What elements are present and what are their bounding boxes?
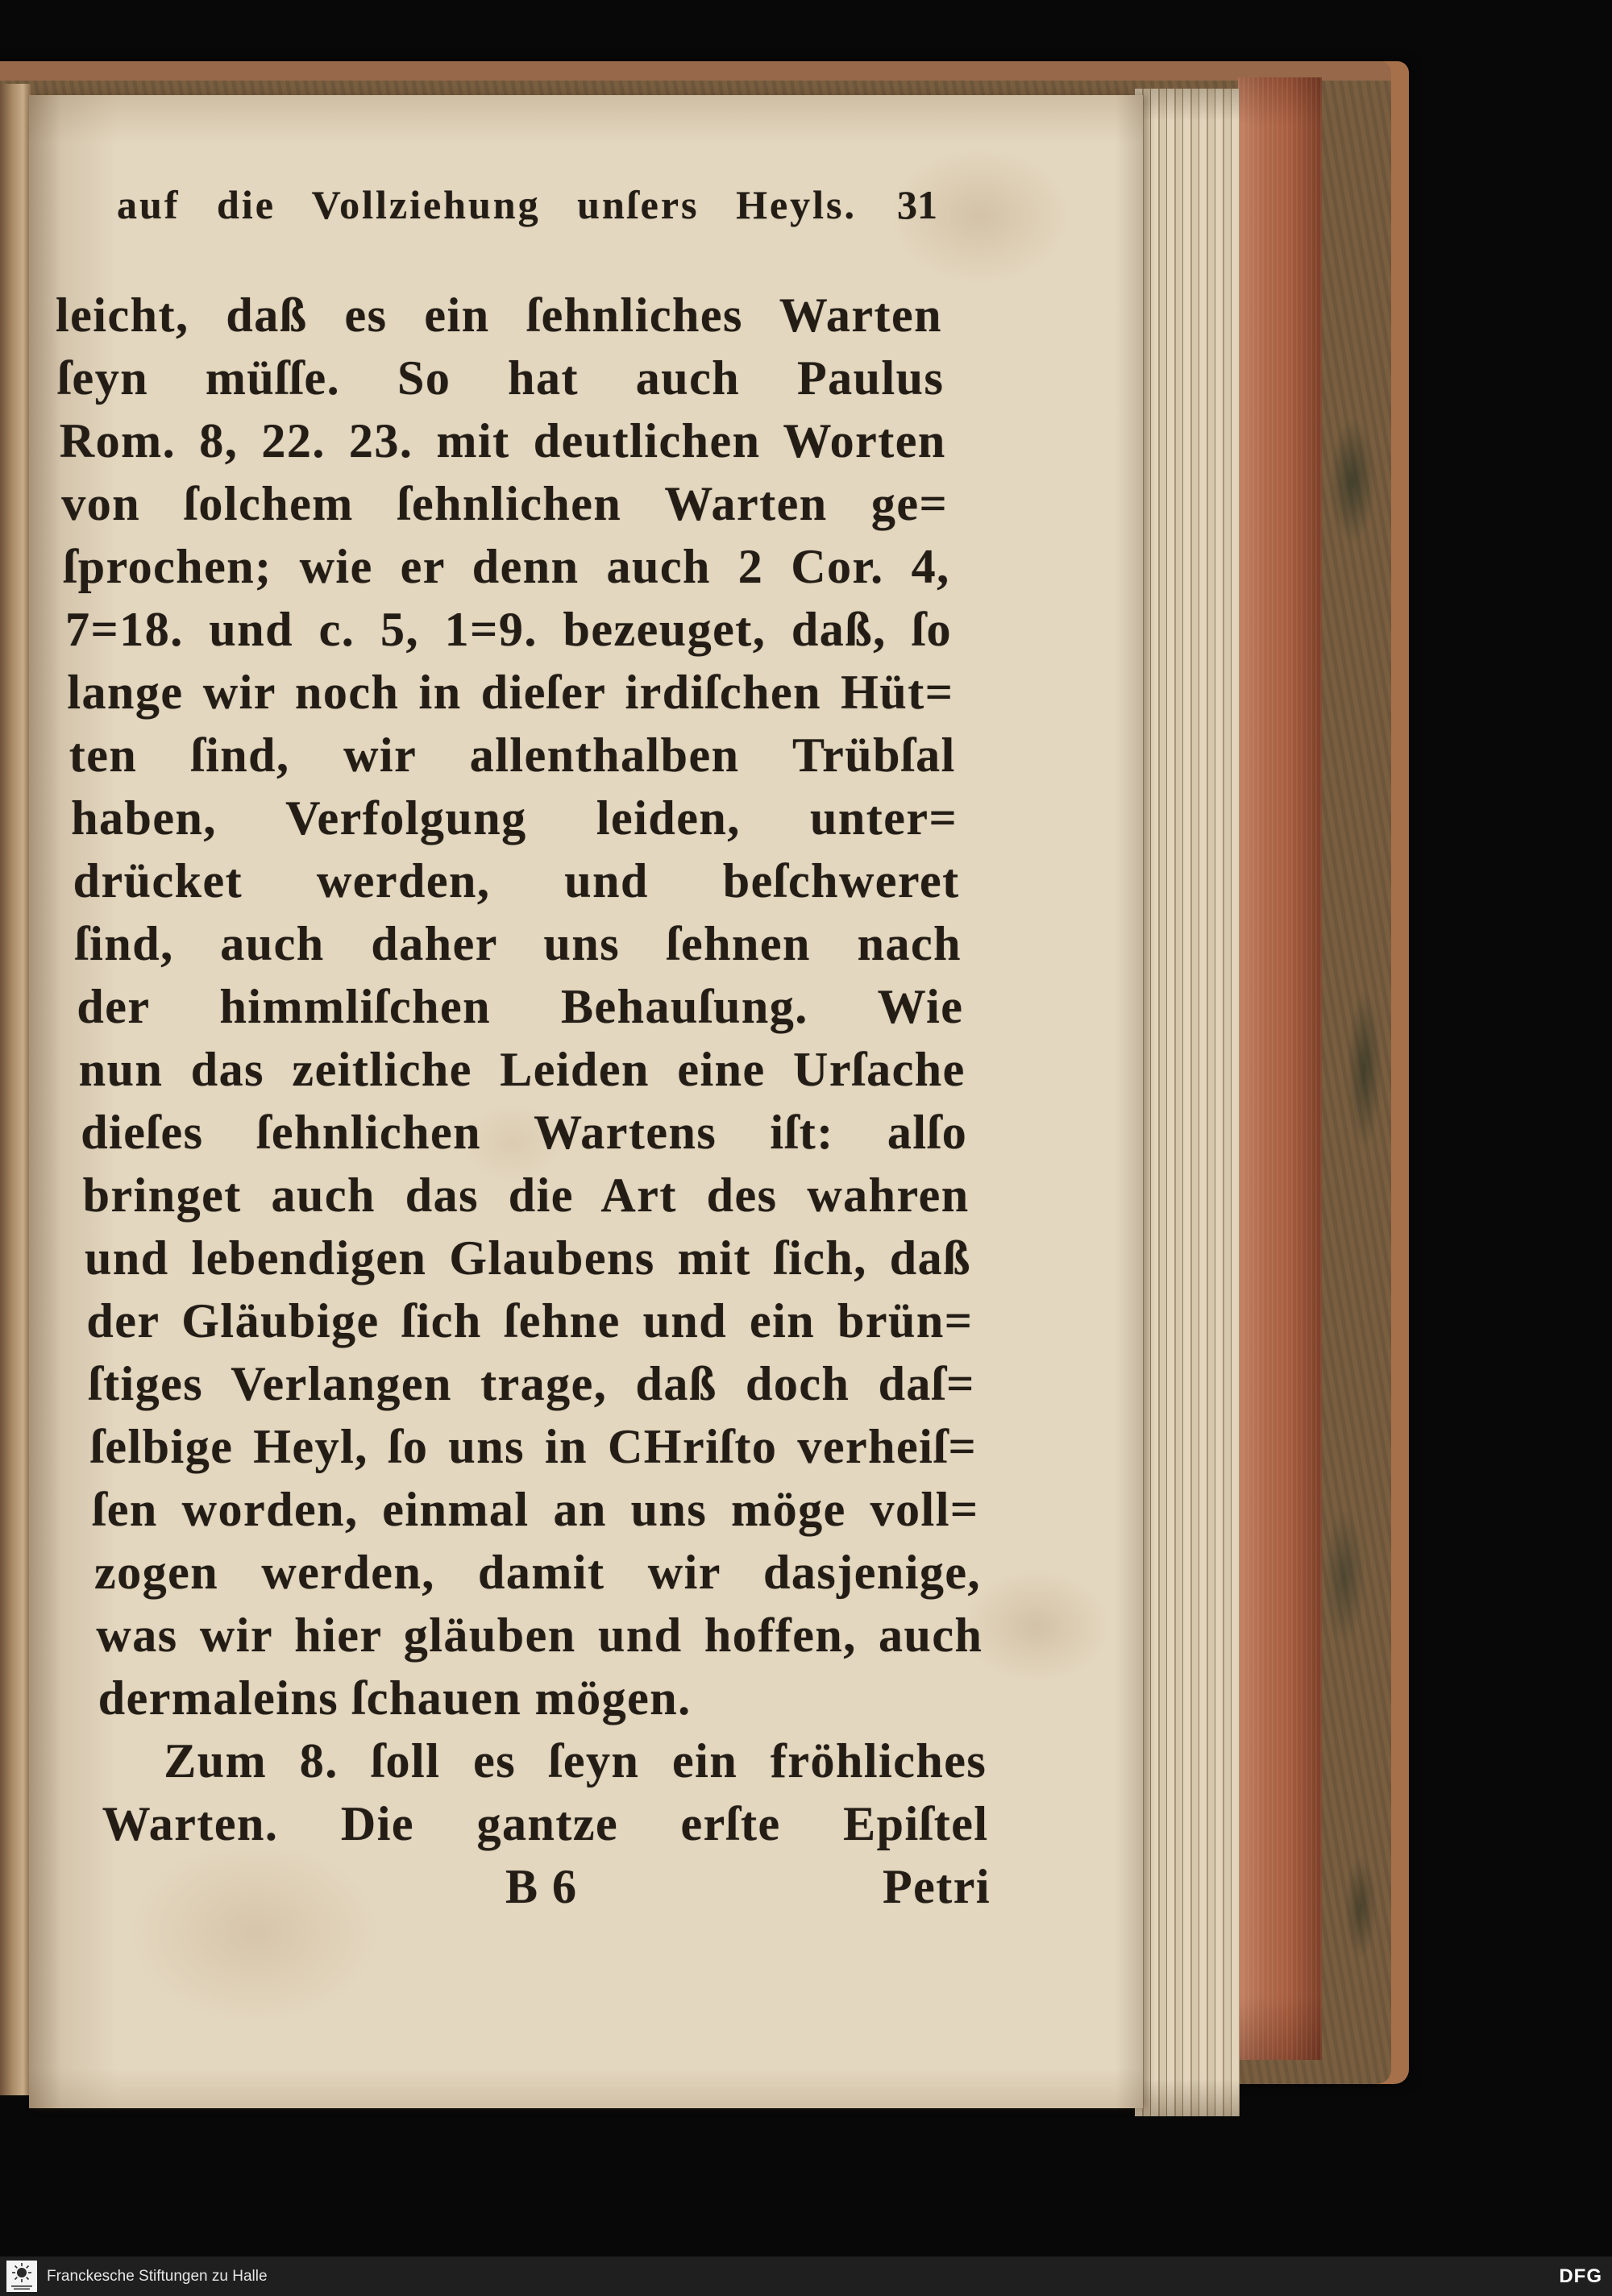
institution-name: Franckesche Stiftungen zu Halle (47, 2268, 268, 2285)
text-line: dieſes ſehnlichen Wartens iſt: alſo (81, 1106, 968, 1159)
text-line: haben, Verfolgung leiden, unter= (71, 791, 958, 845)
previous-leaf-edge (0, 84, 31, 2095)
text-line: der himmliſchen Behauſung. Wie (77, 980, 964, 1033)
catchword: Petri (882, 1860, 991, 1913)
text-line: bringet auch das die Art des wahren (82, 1169, 970, 1222)
paragraph-start-line: Zum 8. ſoll es ſeyn ein fröhliches (164, 1734, 987, 1787)
text-line: ſtiges Verlangen trage, daß doch daſ= (88, 1357, 975, 1410)
page-stack-edges (1135, 89, 1240, 2116)
text-line: von ſolchem ſehnlichen Warten ge= (61, 477, 949, 530)
text-line: 7=18. und c. 5, 1=9. bezeuget, daß, ſo (65, 603, 952, 656)
text-line: nun das zeitliche Leiden eine Urſache (78, 1043, 966, 1096)
text-line: ſeyn müſſe. So hat auch Paulus (57, 351, 945, 405)
text-line: ſind, auch daher uns ſehnen nach (75, 917, 962, 970)
text-line: zogen werden, damit wir dasjenige, (94, 1546, 981, 1599)
footer-bar (0, 2257, 1612, 2296)
body-text (56, 284, 1039, 1918)
signature-mark: B 6 (505, 1860, 578, 1913)
paragraph-end-line: dermaleins ſchauen mögen. (98, 1671, 692, 1725)
text-line: drücket werden, und beſchweret (73, 854, 960, 907)
text-line: ſprochen; wie er denn auch 2 Cor. 4, (63, 540, 950, 593)
page-number: 31 (897, 182, 937, 227)
text-line: lange wir noch in dieſer irdiſchen Hüt= (67, 666, 954, 719)
running-head: auf die Vollziehung unſers Heyls. (117, 182, 857, 227)
red-stained-page-edges (1238, 77, 1322, 2060)
text-line: leicht, daß es ein ſehnliches Warten (56, 289, 942, 342)
signature-line (104, 1855, 991, 1918)
text-line: der Gläubige ſich ſehne und ein brün= (86, 1294, 974, 1347)
text-line: ſen worden, einmal an uns möge voll= (92, 1483, 979, 1536)
book-page (29, 95, 1143, 2108)
text-line: Warten. Die gantze erſte Epiſtel (102, 1797, 989, 1850)
text-line: ſelbige Heyl, ſo uns in CHriſto verheiſ= (90, 1420, 978, 1473)
dfg-logo: DFG (1559, 2265, 1602, 2287)
franckesche-stiftungen-logo-icon (6, 2261, 37, 2292)
text-line: und lebendigen Glaubens mit ſich, daß (85, 1231, 971, 1285)
text-line: was wir hier gläuben und hoffen, auch (96, 1609, 983, 1662)
text-line: ten ſind, wir allenthalben Trübſal (69, 729, 956, 782)
text-line: Rom. 8, 22. 23. mit deutlichen Worten (59, 414, 946, 467)
